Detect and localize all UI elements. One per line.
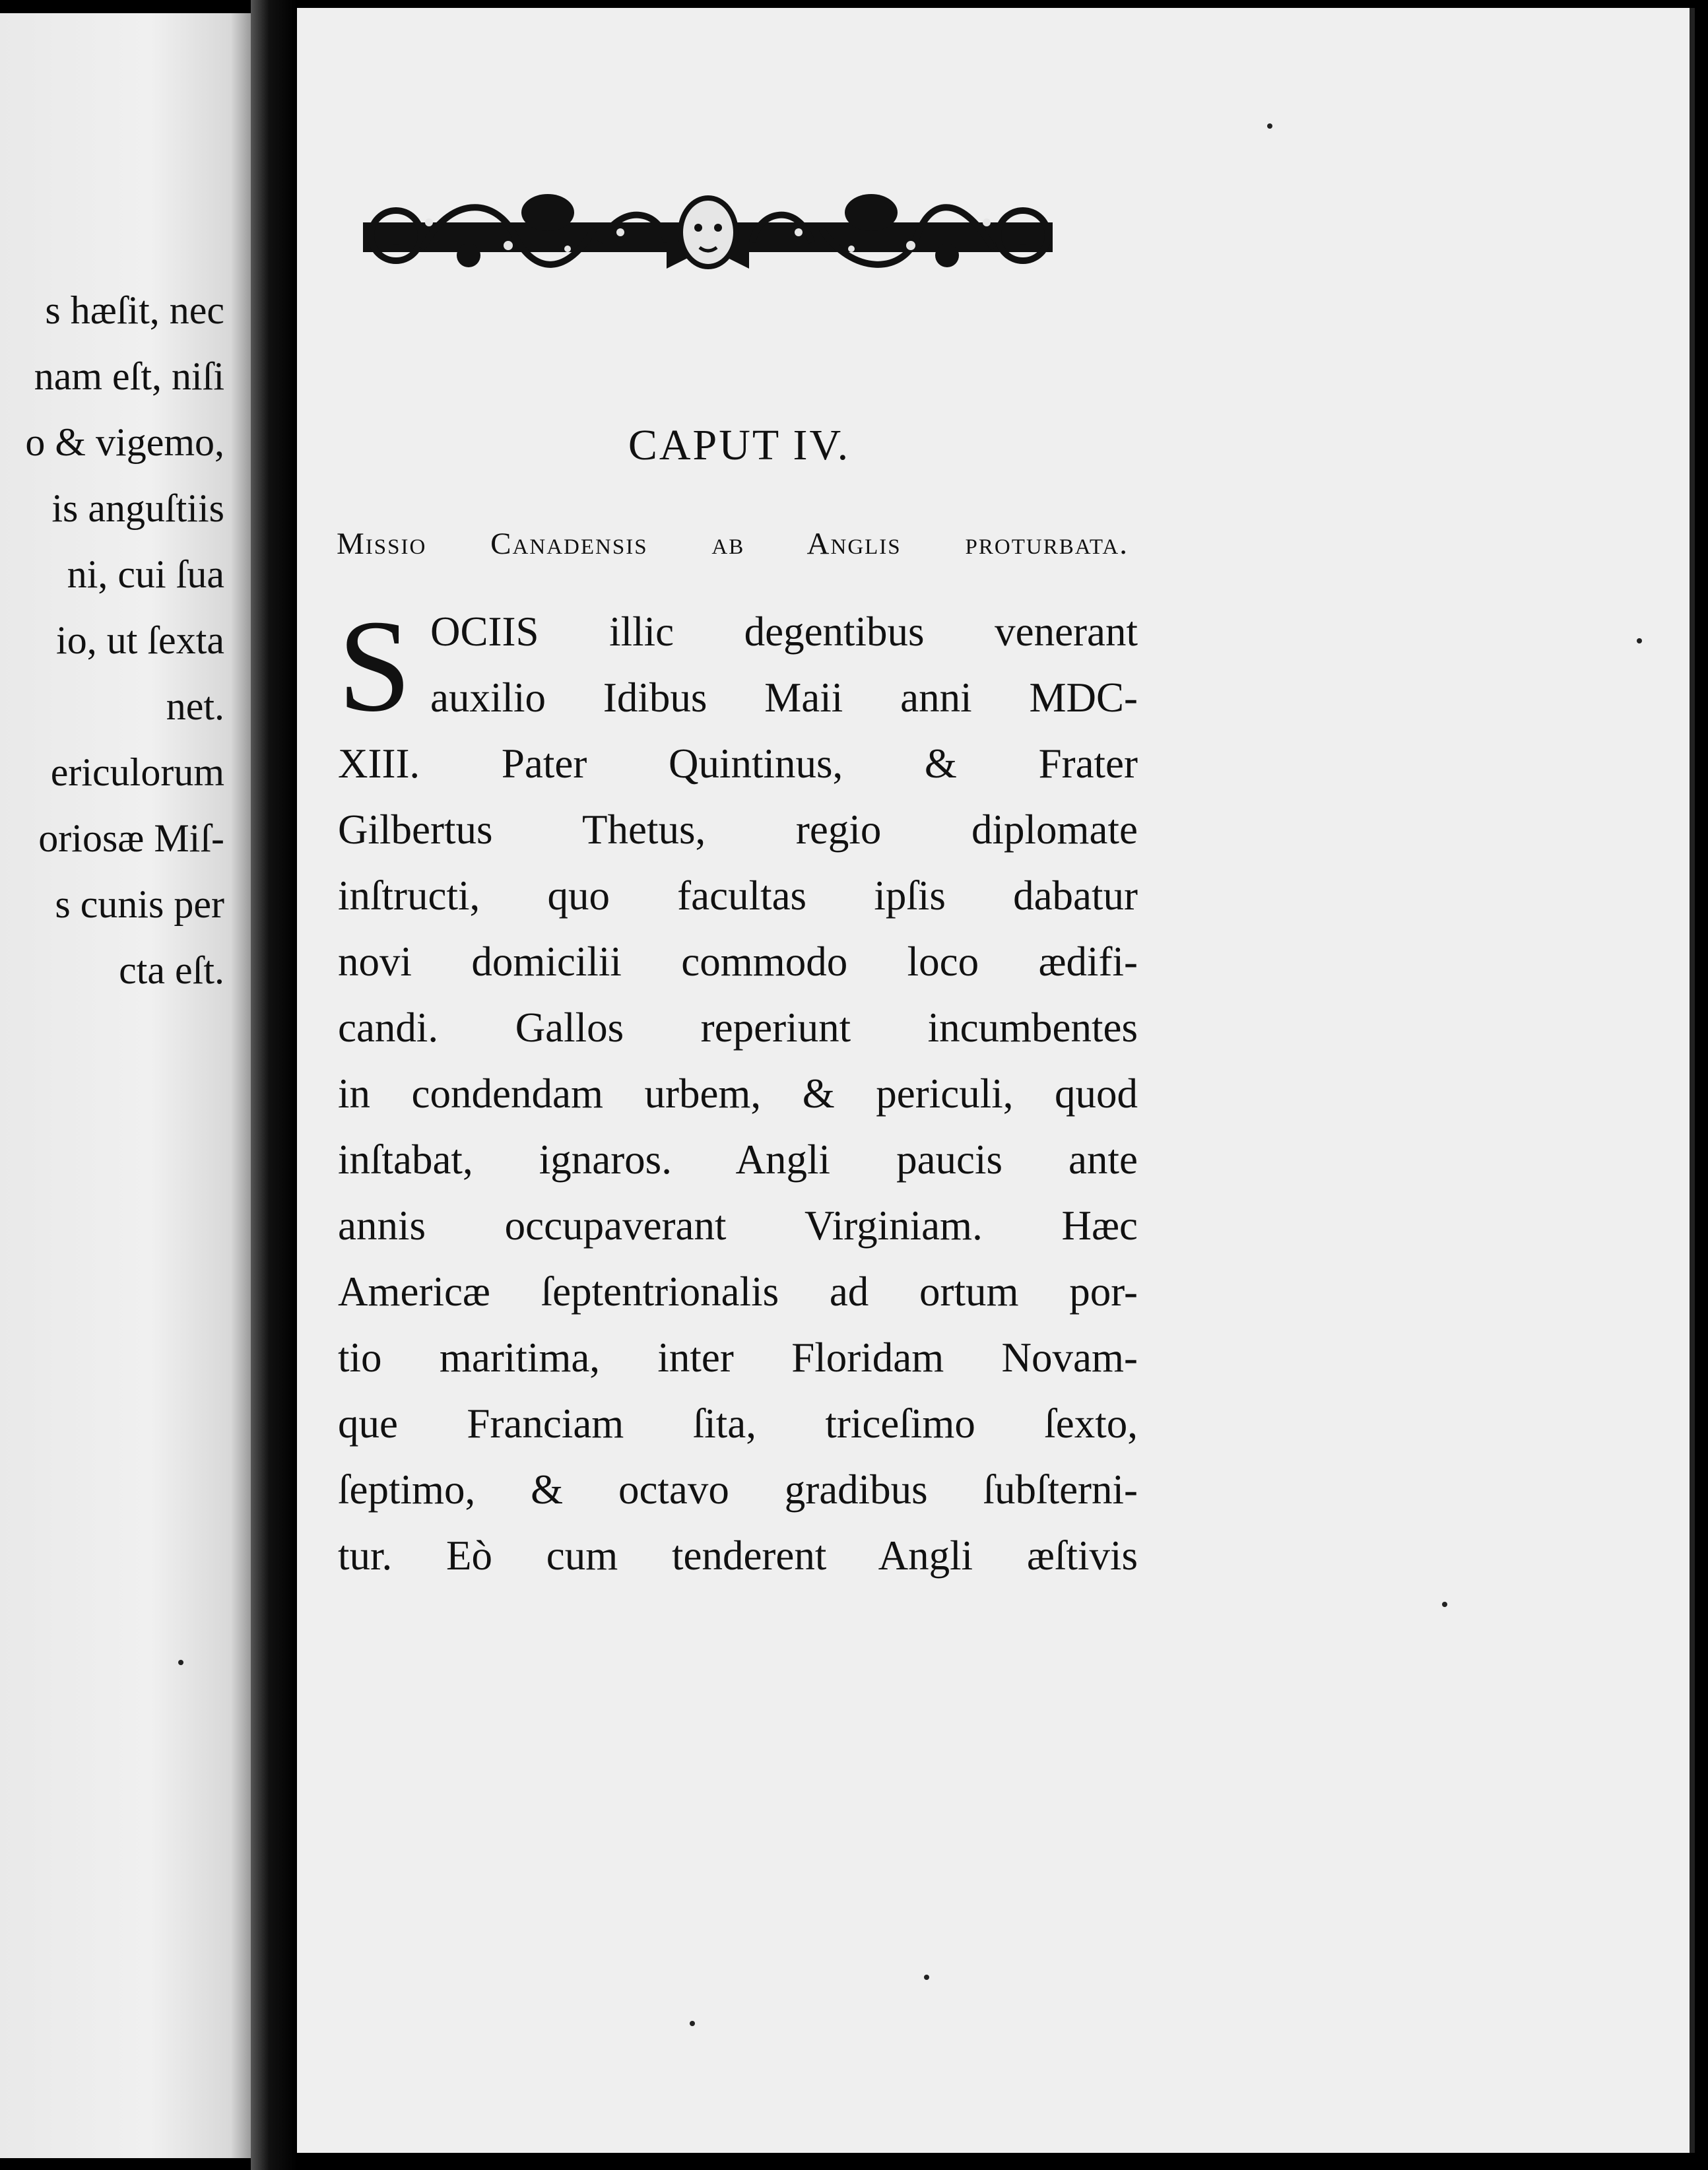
body-line: tio maritima, inter Floridam Novam- bbox=[338, 1334, 1138, 1381]
left-line: cta eſt. bbox=[119, 948, 224, 992]
body-line: XIII. Pater Quintinus, & Frater bbox=[338, 740, 1138, 787]
body-line: OCIIS illic degentibus venerant bbox=[430, 608, 1138, 655]
body-line: auxilio Idibus Maii anni MDC- bbox=[430, 674, 1138, 721]
ink-speck bbox=[1267, 123, 1272, 129]
left-page-text bbox=[0, 277, 224, 1003]
body-line: ſeptimo, & octavo gradibus ſubſterni- bbox=[338, 1466, 1138, 1513]
body-line: inſtabat, ignaros. Angli paucis ante bbox=[338, 1136, 1138, 1183]
body-line: in condendam urbem, & periculi, quod bbox=[338, 1070, 1138, 1117]
ink-speck bbox=[1637, 638, 1642, 643]
ink-speck bbox=[1442, 1602, 1447, 1607]
left-line: o & vigemo, bbox=[25, 420, 224, 464]
left-line: ericulorum bbox=[50, 750, 224, 794]
left-page bbox=[0, 13, 251, 2158]
left-line: s hæſit, nec bbox=[45, 288, 224, 332]
body-text bbox=[338, 593, 1138, 1589]
ink-speck bbox=[924, 1975, 929, 1980]
right-page bbox=[297, 8, 1695, 2153]
ink-speck bbox=[178, 1660, 183, 1665]
body-line: Americæ ſeptentrionalis ad ortum por- bbox=[338, 1268, 1138, 1315]
left-line: is anguſtiis bbox=[51, 486, 224, 530]
left-line: nam eſt, niſi bbox=[34, 354, 224, 398]
book-gutter bbox=[251, 0, 297, 2170]
left-line: oriosæ Miſ- bbox=[38, 816, 224, 860]
left-line: ni, cui ſua bbox=[67, 552, 224, 596]
body-line: que Franciam ſita, triceſimo ſexto, bbox=[338, 1400, 1138, 1447]
ornament-headpiece bbox=[350, 183, 1066, 285]
drop-cap: S bbox=[338, 593, 412, 739]
body-line: annis occupaverant Virginiam. Hæc bbox=[338, 1202, 1138, 1249]
chapter-subtitle: Missio Canadensis ab Anglis proturbata. bbox=[337, 527, 1129, 561]
body-line: Gilbertus Thetus, regio diplomate bbox=[338, 806, 1138, 853]
chapter-heading: CAPUT IV. bbox=[628, 421, 851, 469]
body-line: inſtructi, quo facultas ipſis dabatur bbox=[338, 872, 1138, 919]
left-line: net. bbox=[166, 684, 224, 728]
body-line: tur. Eò cum tenderent Angli æſtivis bbox=[338, 1532, 1138, 1579]
left-line: io, ut ſexta bbox=[56, 618, 224, 662]
body-line: candi. Gallos reperiunt incumbentes bbox=[338, 1004, 1138, 1051]
body-line: novi domicilii commodo loco ædifi- bbox=[338, 938, 1138, 985]
left-line: s cunis per bbox=[55, 882, 224, 926]
ink-speck bbox=[690, 2021, 695, 2026]
